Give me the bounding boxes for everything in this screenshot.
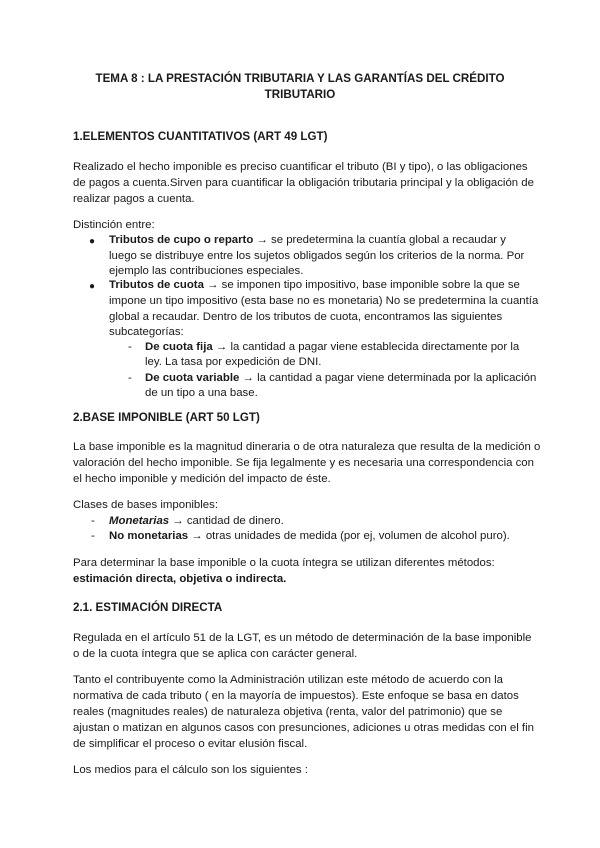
clase-item-1-term: Monetarias bbox=[109, 515, 170, 527]
clase-item-1 bbox=[109, 514, 284, 530]
sub2-line1 bbox=[145, 371, 536, 387]
dash-bullet: - bbox=[91, 530, 95, 542]
section21-para2-line: Tanto el contribuyente como la Administración utilizan este método de acuerdo con la bbox=[73, 674, 503, 686]
clase-item-2-term: No monetarias bbox=[109, 530, 189, 542]
sub1-line1 bbox=[145, 340, 519, 356]
clases-label: Clases de bases imponibles: bbox=[73, 499, 218, 511]
section21-para2-line: reales (magnitudes reales) de naturaleza objetiva (renta, valor del patrimonio) que se bbox=[73, 706, 503, 718]
sub2-line2: de un tipo a una base. bbox=[145, 387, 258, 399]
section21-para2-line: normativa de cada tributo ( en la mayoría de impuestos). Este enfoque se basa en datos bbox=[73, 690, 519, 702]
section21-heading: 2.1. ESTIMACIÓN DIRECTA bbox=[73, 601, 223, 614]
section1-heading: 1.ELEMENTOS CUANTITATIVOS (ART 49 LGT) bbox=[73, 130, 328, 143]
section2-para-line: La base imponible es la magnitud dineraria o de otra naturaleza que resulta de la medición o bbox=[73, 441, 541, 453]
section21-para1-line: o de la cuota íntegra que se aplica con carácter general. bbox=[73, 648, 358, 660]
section21-para2-line: ajustan o matizan en algunos casos con presunciones, adiciones u otras medidas con el fin bbox=[73, 722, 534, 734]
bullet2-line1 bbox=[109, 278, 520, 294]
bullet2-term: Tributos de cuota bbox=[109, 279, 204, 291]
section21-para2-line: de simplificar el proceso o evitar elusión fiscal. bbox=[73, 738, 308, 750]
sub2-rest: → la cantidad a pagar viene determinada por la aplicación bbox=[239, 372, 537, 384]
bullet1-line2: luego se distribuye entre los sujetos obligados según los criterios de la norma. Por bbox=[109, 250, 525, 262]
bullet2-line4: subcategorías: bbox=[109, 326, 184, 338]
clase-item-1-rest: → cantidad de dinero. bbox=[169, 515, 284, 527]
bullet-dot-icon: ● bbox=[89, 236, 96, 247]
sub1-term: De cuota fija bbox=[145, 341, 213, 353]
bullet1-rest: → se predetermina la cuantía global a recaudar y bbox=[253, 234, 506, 246]
bullet1-term: Tributos de cupo o reparto bbox=[109, 234, 254, 246]
medios-line: Los medios para el cálculo son los siguientes : bbox=[73, 764, 308, 776]
sub1-line2: ley. La tasa por expedición de DNI. bbox=[145, 356, 322, 368]
bullet2-line2: impone un tipo impositivo (esta base no es monetaria) No se predetermina la cuantía bbox=[109, 295, 539, 307]
section1-para-line: realizar pagos a cuenta. bbox=[73, 193, 195, 205]
metodos-line2: estimación directa, objetiva o indirecta. bbox=[73, 573, 287, 585]
section2-para-line: el hecho imponible y medición del impacto de éste. bbox=[73, 473, 331, 485]
clase-item-2-rest: → otras unidades de medida (por ej, volumen de alcohol puro). bbox=[188, 530, 510, 542]
bullet1-line3: ejemplo las contribuciones especiales. bbox=[109, 265, 304, 277]
section2-para-line: valoración del hecho imponible. Se fija legalmente y es necesaria una correspondencia con bbox=[73, 457, 534, 469]
section2-heading: 2.BASE IMPONIBLE (ART 50 LGT) bbox=[73, 411, 260, 424]
doc-title-line2: TRIBUTARIO bbox=[264, 88, 336, 101]
section1-para-line: Realizado el hecho imponible es preciso cuantificar el tributo (BI y tipo), o las obligaciones bbox=[73, 161, 528, 173]
clase-item-2 bbox=[109, 529, 510, 545]
doc-title-line1: TEMA 8 : LA PRESTACIÓN TRIBUTARIA Y LAS GARANTÍAS DEL CRÉDITO bbox=[95, 72, 505, 85]
bullet2-line3: global a recaudar. Dentro de los tributos de cuota, encontramos las siguientes bbox=[109, 311, 503, 323]
dash-bullet: - bbox=[128, 341, 132, 353]
section21-para1-line: Regulada en el artículo 51 de la LGT, es un método de determinación de la base imponible bbox=[73, 632, 532, 644]
sub2-term: De cuota variable bbox=[145, 372, 240, 384]
sub1-rest: → la cantidad a pagar viene establecida directamente por la bbox=[212, 341, 520, 353]
dash-bullet: - bbox=[128, 372, 132, 384]
bullet2-rest: → se imponen tipo impositivo, base imponible sobre la que se bbox=[203, 279, 520, 291]
distincion-label: Distinción entre: bbox=[73, 219, 155, 231]
dash-bullet: - bbox=[91, 515, 95, 527]
bullet1-line1 bbox=[109, 233, 506, 249]
bullet-dot-icon: ● bbox=[89, 281, 96, 292]
metodos-line1: Para determinar la base imponible o la cuota íntegra se utilizan diferentes métodos: bbox=[73, 557, 495, 569]
section1-para-line: de pagos a cuenta.Sirven para cuantificar la obligación tributaria principal y la obligación de bbox=[73, 177, 534, 189]
